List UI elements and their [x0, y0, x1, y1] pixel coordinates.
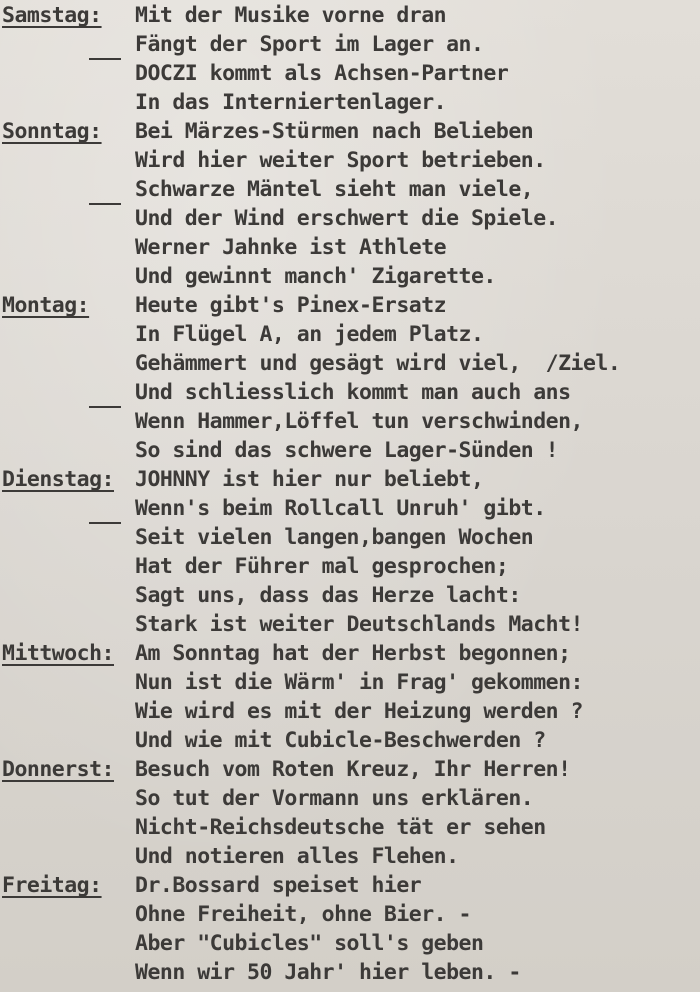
verse-line [0, 117, 700, 146]
day-block-sonntag [0, 117, 700, 291]
verse-line [0, 407, 700, 436]
verse-line [0, 929, 700, 958]
verse-text: Wie wird es mit der Heizung werden ? [135, 699, 583, 724]
verse-text: Mit der Musike vorne dran [135, 3, 447, 28]
verse-line [0, 204, 700, 233]
day-block-samstag [0, 1, 700, 117]
verse-line [0, 1, 700, 30]
day-block-freitag [0, 871, 700, 987]
verse-text: Und schliesslich kommt man auch ans [135, 380, 571, 405]
verse-line [0, 291, 700, 320]
verse-line [0, 523, 700, 552]
verse-text: Sagt uns, dass das Herze lacht: [135, 583, 521, 608]
verse-text: In Flügel A, an jedem Platz. [135, 322, 484, 347]
verse-text: Am Sonntag hat der Herbst begonnen; [135, 641, 571, 666]
verse-text: Besuch vom Roten Kreuz, Ihr Herren! [135, 757, 571, 782]
verse-line [0, 755, 700, 784]
verse-line [0, 842, 700, 871]
verse-line [0, 697, 700, 726]
verse-text: Heute gibt's Pinex-Ersatz [135, 293, 447, 318]
verse-line [0, 88, 700, 117]
verse-line [0, 378, 700, 407]
verse-text: JOHNNY ist hier nur beliebt, [135, 467, 484, 492]
verse-text: Stark ist weiter Deutschlands Macht! [135, 612, 583, 637]
day-block-montag [0, 291, 700, 465]
verse-text: Gehämmert und gesägt wird viel, /Ziel. [135, 351, 621, 376]
verse-text: Wenn's beim Rollcall Unruh' gibt. [135, 496, 546, 521]
verse-text: Wird hier weiter Sport betrieben. [135, 148, 546, 173]
verse-text: Nun ist die Wärm' in Frag' gekommen: [135, 670, 583, 695]
verse-text: Aber "Cubicles" soll's geben [135, 931, 484, 956]
verse-line [0, 726, 700, 755]
verse-line [0, 784, 700, 813]
verse-line [0, 900, 700, 929]
verse-text: Und der Wind erschwert die Spiele. [135, 206, 559, 231]
verse-text: Dr.Bossard speiset hier [135, 873, 422, 898]
verse-text: Hat der Führer mal gesprochen; [135, 554, 509, 579]
verse-line [0, 639, 700, 668]
verse-line [0, 610, 700, 639]
verse-line [0, 175, 700, 204]
verse-line [0, 465, 700, 494]
day-label-samstag: Samstag: [2, 3, 102, 28]
verse-text: Schwarze Mäntel sieht man viele, [135, 177, 534, 202]
verse-text: Fängt der Sport im Lager an. [135, 32, 484, 57]
day-label-mittwoch: Mittwoch: [2, 641, 114, 666]
verse-line [0, 233, 700, 262]
verse-line [0, 146, 700, 175]
day-block-dienstag [0, 465, 700, 639]
verse-line [0, 494, 700, 523]
verse-line [0, 958, 700, 987]
verse-text: Seit vielen langen,bangen Wochen [135, 525, 534, 550]
verse-text: Bei Märzes-Stürmen nach Belieben [135, 119, 534, 144]
verse-text: Wenn wir 50 Jahr' hier leben. - [135, 960, 521, 985]
verse-line [0, 552, 700, 581]
verse-line [0, 871, 700, 900]
day-label-montag: Montag: [2, 293, 90, 318]
verse-text: So sind das schwere Lager-Sünden ! [135, 438, 559, 463]
verse-text: Und notieren alles Flehen. [135, 844, 459, 869]
day-label-donnerstag: Donnerst: [2, 757, 114, 782]
verse-text: So tut der Vormann uns erklären. [135, 786, 534, 811]
verse-line [0, 59, 700, 88]
verse-line [0, 581, 700, 610]
verse-line [0, 349, 700, 378]
verse-line [0, 320, 700, 349]
day-label-dienstag: Dienstag: [2, 467, 114, 492]
verse-line [0, 30, 700, 59]
verse-line [0, 436, 700, 465]
verse-line [0, 668, 700, 697]
day-block-donnerstag [0, 755, 700, 871]
verse-text: Und wie mit Cubicle-Beschwerden ? [135, 728, 546, 753]
verse-line [0, 262, 700, 291]
verse-text: Wenn Hammer,Löffel tun verschwinden, [135, 409, 583, 434]
day-label-sonntag: Sonntag: [2, 119, 102, 144]
day-label-freitag: Freitag: [2, 873, 102, 898]
verse-text: In das Interniertenlager. [135, 90, 447, 115]
verse-line [0, 813, 700, 842]
verse-text: Und gewinnt manch' Zigarette. [135, 264, 496, 289]
verse-text: DOCZI kommt als Achsen-Partner [135, 61, 509, 86]
verse-text: Werner Jahnke ist Athlete [135, 235, 447, 260]
day-block-mittwoch [0, 639, 700, 755]
verse-text: Ohne Freiheit, ohne Bier. - [135, 902, 471, 927]
verse-text: Nicht-Reichsdeutsche tät er sehen [135, 815, 546, 840]
